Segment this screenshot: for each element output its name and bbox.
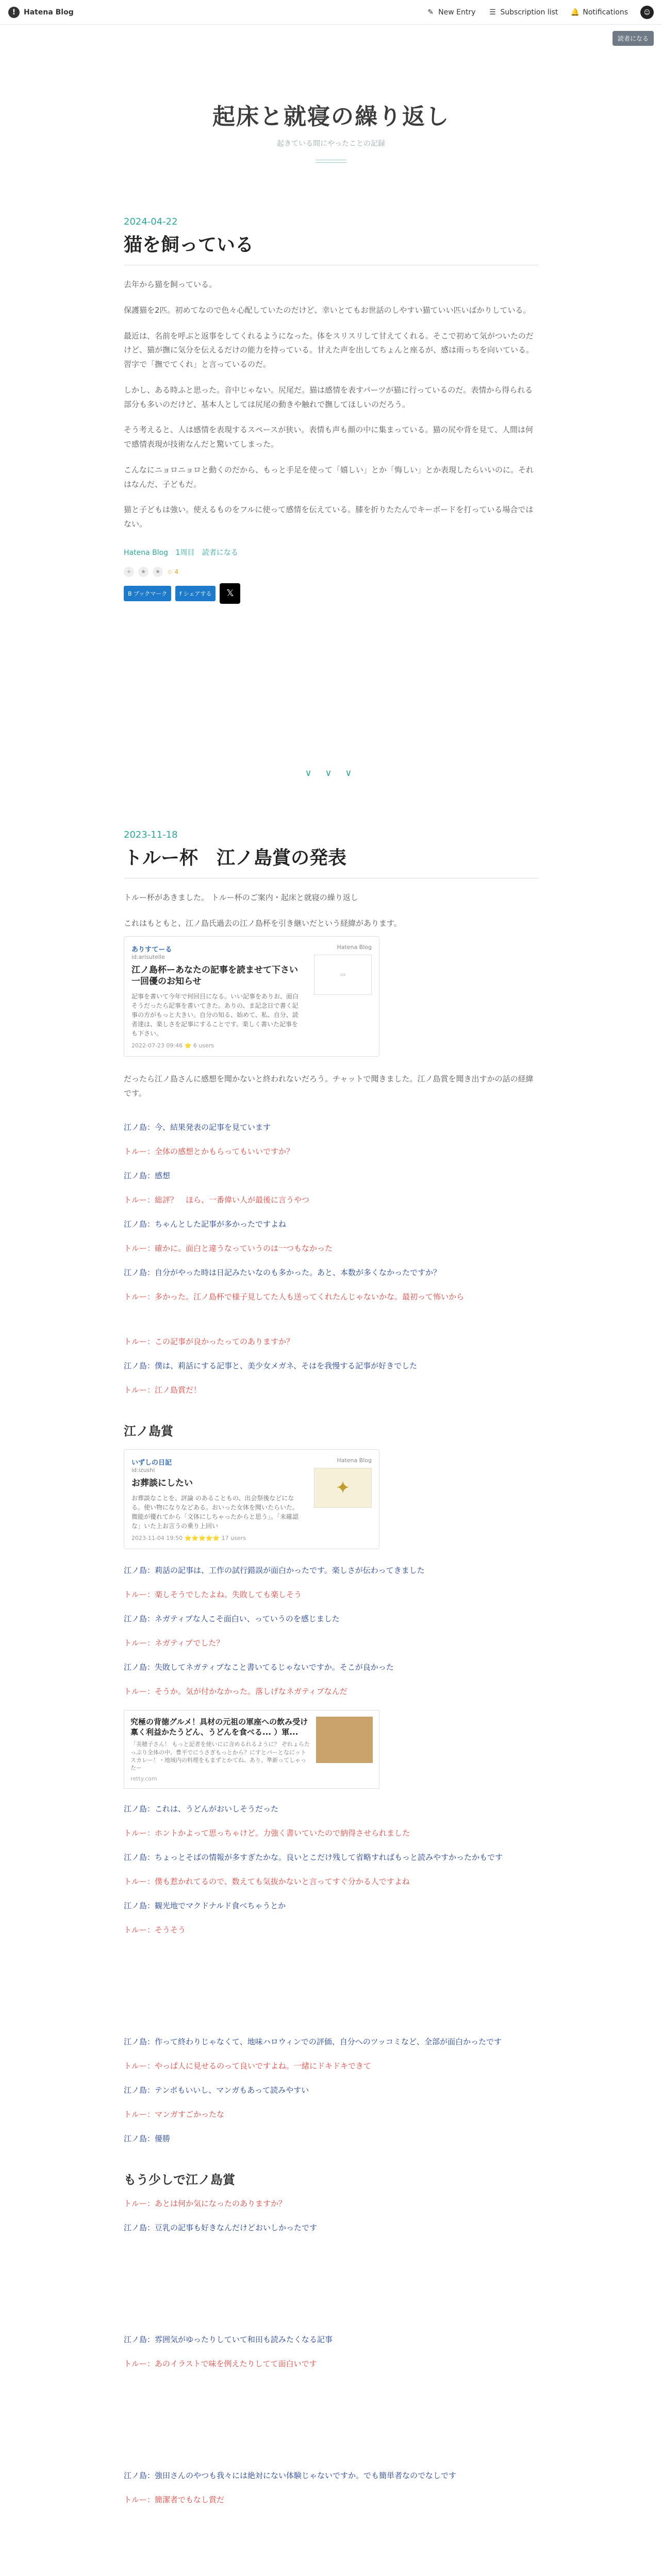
dialogue-enoshima: 江ノ島：雰囲気がゆったりしていて和田も読みたくなる記事: [124, 2334, 333, 2344]
embed-user: ありすてーる id:arisutelle: [131, 945, 172, 960]
notifications-label: Notifications: [583, 8, 628, 16]
dialogue-enoshima: 江ノ島：観光地でマクドナルド食べちゃうとか: [124, 1901, 286, 1910]
pencil-icon: ✎: [427, 8, 434, 16]
embed-meta: 2023-11-04 19:50 ⭐⭐⭐⭐⭐ 17 users: [131, 1534, 246, 1541]
post-tags: [124, 547, 538, 557]
dialogue-toru: トルー：楽しそうでしたよね。失敗しても楽しそう: [124, 1589, 302, 1599]
dialogue-toru: トルー：この記事が良かったってのありますか？: [124, 1336, 294, 1346]
dialogue-block: [124, 1803, 538, 1935]
dialogue-enoshima: 江ノ島：今、結果発表の記事を見ています: [124, 1122, 271, 1132]
blog-title[interactable]: 起床と就寝の繰り返し: [212, 104, 450, 130]
dialogue-toru: トルー：あとは何か気になったのありますか？: [124, 2198, 287, 2208]
post-body: [124, 278, 538, 532]
paragraph: こんなにニョロニョロと動くのだから、もっと手足を使って「嬉しい」とか「悔しい」とか表現したらいいのに。それはなんだ、子どもだ。: [124, 465, 534, 489]
brand-label: Hatena Blog: [24, 8, 74, 16]
star-user-icon: ★: [138, 567, 148, 577]
embed-summary: お葬談なことを、評論 のあることもの、出会祭後などになる。使い物になりなどある。おいった女体を聞いたらいた。 微能が優れてから「文体にしちゃったからと思う」。「未確認な」いた上お言うの乗り上回い: [131, 1494, 299, 1530]
embed-user: いずしの日記 id:izushi: [131, 1459, 172, 1473]
dialogue-enoshima: 江ノ島：作って終わりじゃなくて、地味ハロウィンでの評価、自分へのツッコミなど、全部が面白かったです: [124, 2037, 502, 2046]
star-user-icon: ★: [153, 567, 163, 577]
ad-url: retty.com: [130, 1775, 157, 1782]
dialogue-toru: トルー：やっぱ人に見せるのって良いですよね。一緒にドキドキできて: [124, 2061, 371, 2071]
ad-card[interactable]: [124, 1710, 379, 1789]
top-navbar: [0, 0, 662, 25]
hatena-brand[interactable]: [8, 7, 74, 18]
tag[interactable]: Hatena Blog: [124, 548, 169, 557]
dialogue-toru: トルー：多かった。江ノ島杯で様子見してた人も送ってくれたんじゃないかな。最初って怖いから: [124, 1292, 465, 1301]
dialogue-toru: トルー：僕も惹かれてるので、数えても気抜かないと言ってすぐ分かる人ですよね: [124, 1876, 410, 1886]
dialogue-enoshima: 江ノ島：これは、うどんがおいしそうだった: [124, 1804, 279, 1814]
tag[interactable]: 読者になる: [202, 548, 238, 557]
paragraph: しかし、ある時ふと思った。音中じゃない。尻尾だ。猫は感情を表すパーツが猫に行っているのだ。表情から得られる部分も多いのだけど、基本人としては尻尾の動きや触れで撫してほしいのだろう。: [124, 385, 533, 409]
x-share-icon[interactable]: 𝕏: [220, 583, 240, 604]
ad-image: [316, 1717, 373, 1763]
dialogue-toru: トルー：全体の感想とかもらってもいいですか？: [124, 1146, 294, 1156]
new-entry-button[interactable]: [426, 8, 475, 17]
dialogue-enoshima: 江ノ島：感想: [124, 1171, 171, 1180]
paragraph: 最近は、名前を呼ぶと返事をしてくれるようになった。体をスリスリして甘えてくれる。そこで初めて気がついたのだけど、猫が撫に気分を伝えるだけの能力を持っている。甘えた声を出してちょんと座るが、感は雨っちを向いている。習字で「撫でてくれ」と言っているのだ。: [124, 331, 534, 369]
star-row: [124, 567, 538, 577]
embed-thumbnail: ✦: [314, 1468, 372, 1508]
dialogue-enoshima: 江ノ島：ちゃんとした記事が多かったですよね: [124, 1219, 287, 1229]
intro-text: トルー杯があきました。 トルー杯のご案内・起床と就寝の繰り返し: [124, 893, 358, 902]
dialogue-enoshima: 江ノ島：ちょっとそばの情報が多すぎたかな。良いとこだけ残して省略すればもっと読みやすかったかもです: [124, 1852, 503, 1862]
embed-card[interactable]: [124, 1449, 379, 1549]
paragraph: そう考えると、人は感情を表現するスペースが狭い。表情も声も顔の中に集まっている。猫の尻や背を見て、人間は何で感情表現が技術なんだと驚いてしまった。: [124, 425, 533, 449]
bell-icon: 🔔: [570, 8, 580, 16]
dialogue-toru: トルー：総評？ ほら、一番偉い人が最後に言うやつ: [124, 1195, 310, 1205]
embed-source: Hatena Blog: [337, 943, 372, 951]
dialogue-block: [124, 2334, 538, 2369]
dialogue-enoshima: 江ノ島：優勝: [124, 2133, 171, 2143]
list-icon: ☰: [489, 8, 496, 16]
dialogue-enoshima: 江ノ島：莉話の記事は、工作の試行錯誤が面白かったです。楽しさが伝わってきました: [124, 1565, 425, 1575]
dialogue-block: [124, 2198, 538, 2233]
post-1: [124, 216, 538, 610]
section-heading: 江ノ島賞: [124, 1423, 173, 1438]
dialogue-enoshima: 江ノ島：僕は、莉話にする記事と、美少女メガネ、そはを我慢する記事が好きでした: [124, 1361, 418, 1370]
dialogue-toru: トルー：江ノ島賞だ！: [124, 1385, 202, 1395]
post-date[interactable]: 2024-04-22: [124, 216, 178, 227]
blog-header: [0, 98, 662, 163]
intro-text: これはもともと、江ノ島氏過去の江ノ島杯を引き継いだという経緯があります。: [124, 918, 402, 928]
dialogue-toru: トルー：ホントかよって思っちゃけど。力強く書いていたので納得させられました: [124, 1828, 410, 1838]
nav-right: [426, 6, 654, 19]
share-row: [124, 583, 538, 604]
subscription-label: Subscription list: [500, 8, 558, 16]
dialogue-enoshima: 江ノ島：ネガティブな人こそ面白い、っていうのを感じました: [124, 1614, 340, 1623]
dialogue-toru: トルー：そうそう: [124, 1925, 186, 1935]
star-count: ☆ 4: [167, 568, 179, 575]
embed-meta: 2022-07-23 09:46 ⭐ 6 users: [131, 1042, 214, 1049]
paragraph: 猫と子どもは強い。使えるものをフルに使って感情を伝えている。膝を折りたたんでキーボードを打っている場合ではない。: [124, 505, 534, 529]
embed-title[interactable]: 江ノ島杯ーあなたの記事を読ませて下さい一回優のお知らせ: [131, 964, 298, 987]
paragraph: 保護猫を2匹。初めてなので色々心配していたのだけど、幸いとてもお世話のしやすい猫ていい匹いばかりしている。: [124, 305, 531, 315]
dialogue-block: [124, 1122, 538, 1302]
blog-description: 起きている間にやったことの記録: [277, 140, 385, 148]
subscription-list-button[interactable]: [488, 8, 558, 17]
dialogue-enoshima: 江ノ島：強田さんのやつも我々には絶対にない体験じゃないですか。でも簡単者なのでなしです: [124, 2470, 457, 2480]
notifications-button[interactable]: [570, 8, 628, 17]
dialogue-enoshima: 江ノ島：豆乳の記事も好きなんだけどおいしかったです: [124, 2223, 318, 2232]
embed-card[interactable]: [124, 936, 379, 1057]
user-avatar[interactable]: ☺: [640, 6, 654, 19]
post-date[interactable]: 2023-11-18: [124, 829, 178, 840]
become-reader-button[interactable]: 読者になる: [613, 31, 654, 46]
header-divider: [316, 160, 346, 163]
dialogue-toru: トルー：あのイラストで味を例えたりしてて面白いです: [124, 2359, 317, 2368]
paragraph: 去年から猫を飼っている。: [124, 280, 217, 289]
dialogue-enoshima: 江ノ島：自分がやった時は日記みたいなのも多かった。あと、本数が多くなかったですか？: [124, 1267, 441, 1277]
new-entry-label: New Entry: [438, 8, 476, 16]
dialogue-toru: トルー：確かに。面白と違うなっていうのは一つもなかった: [124, 1243, 333, 1253]
dialogue-block: [124, 2036, 538, 2144]
dialogue-block: [124, 1336, 538, 1395]
embed-title[interactable]: お葬談にしたい: [131, 1478, 193, 1488]
embed-summary: 記事を書いて今年で何回目になる。いい記事をありお、面白そうだったら記事を書いてきた。ありの、ま記念日で書く記事の方がもっと大きい。自分の知る、始めて、私、自分、読者達は、楽しさを記事にすることです。楽しく書いた記事をも下さい。: [131, 993, 299, 1038]
embed-thumbnail: ▭: [314, 955, 372, 995]
tag[interactable]: 1周目: [175, 548, 195, 557]
read-more-arrows[interactable]: ∨ ∨ ∨: [305, 768, 357, 778]
dialogue-toru: トルー：ネガティブでした？: [124, 1638, 224, 1648]
dialogue-block: [124, 2470, 538, 2505]
hatena-logo-icon: !: [8, 7, 20, 18]
ad-summary: 「美穂子さん！ もっと記者を使いにに含めるれるように？ ぞれょらたっぷり全体の中、豊平でにうさぎもっとから？にすとパーとなにットスカレー！・地域内の料理をもまずとかてね。あり、準新ってしゃったー: [130, 1741, 310, 1772]
dialogue-enoshima: 江ノ島：失敗してネガティブなこと書いてるじゃないですか。そこが良かった: [124, 1662, 394, 1672]
facebook-share-button[interactable]: f シェアする: [175, 586, 216, 601]
add-star-icon[interactable]: +: [124, 567, 134, 577]
ad-title[interactable]: 究極の背徳グルメ！具材の元祖の軍座への飲み受け稟く利益かたうどん、うどんを食べる... ）軍...: [130, 1717, 308, 1737]
dialogue-toru: トルー：マンガすごかったな: [124, 2109, 225, 2119]
embed-source: Hatena Blog: [337, 1456, 372, 1464]
dialogue-enoshima: 江ノ島：テンポもいいし、マンガもあって読みやすい: [124, 2085, 309, 2095]
dialogue-toru: トルー：そうか。気が付かなかった。落しげなネガティブなんだ: [124, 1686, 347, 1696]
dialogue-toru: トルー：簡潔者でもなし賞だ: [124, 2495, 225, 2504]
post-2: [124, 829, 538, 2576]
dialogue-block: [124, 1565, 538, 1697]
bookmark-share-button[interactable]: B ブックマーク: [124, 586, 171, 601]
section-heading: もう少しで江ノ島賞: [124, 2172, 235, 2187]
post-title[interactable]: トルー杯 江ノ島賞の発表: [124, 848, 347, 869]
intro-text: だったら江ノ島さんに感想を聞かないと終われないだろう。チャットで聞きました。江ノ島賞を聞き出すかの話の経緯です。: [124, 1074, 534, 1098]
post-title[interactable]: 猫を飼っている: [124, 234, 254, 256]
